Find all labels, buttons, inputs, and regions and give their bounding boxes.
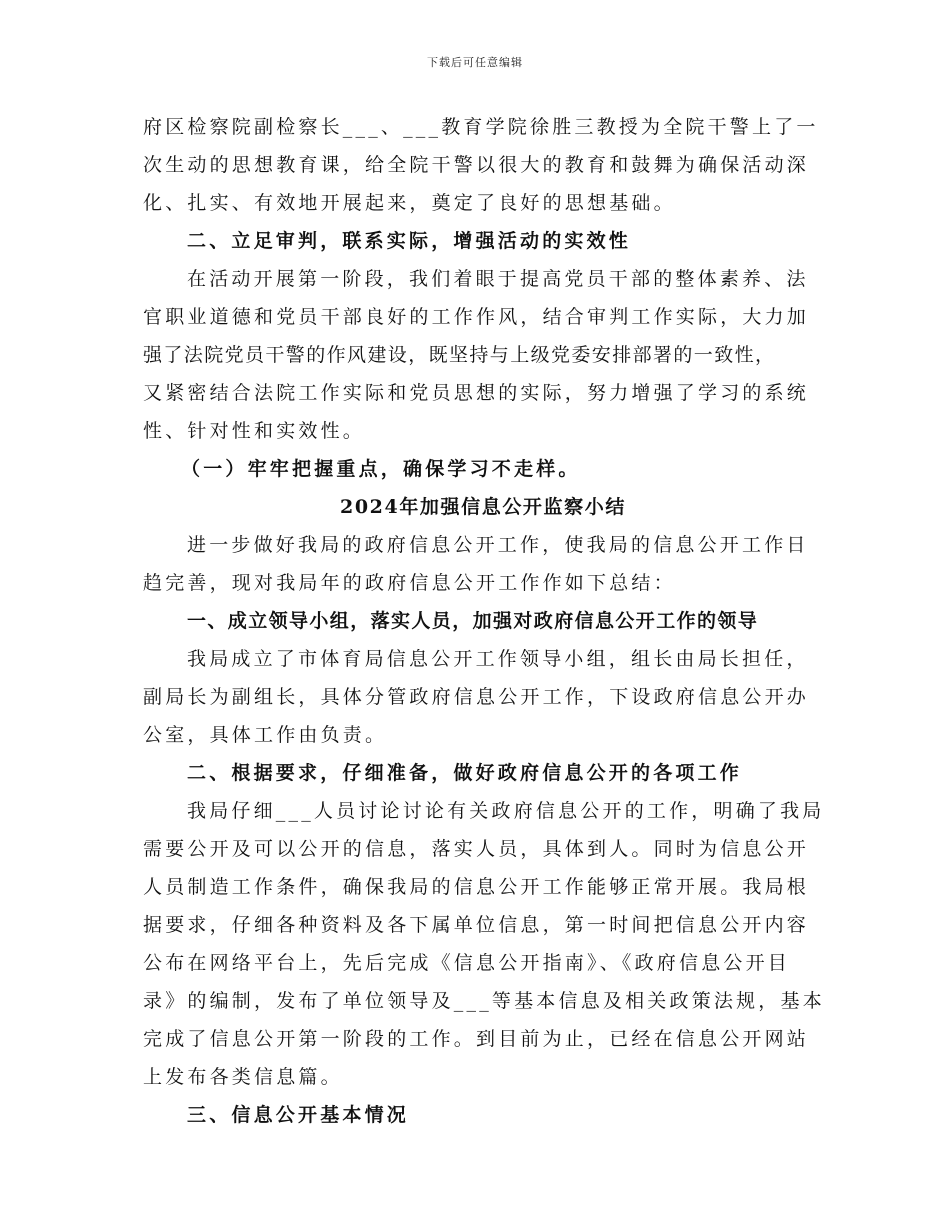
paragraph-line: 府区检察院副检察长___、___教育学院徐胜三教授为全院干警上了一 [143,116,819,138]
paragraph-line: 需要公开及可以公开的信息，落实人员，具体到人。同时为信息公开 [143,838,810,860]
paragraph-line: 公室，具体工作由负责。 [143,724,388,746]
document-title: 2024年加强信息公开监察小结 [340,496,626,518]
paragraph-line: 完成了信息公开第一阶段的工作。到目前为止，已经在信息公开网站 [143,1028,810,1050]
paragraph-line: 又紧密结合法院工作实际和党员思想的实际，努力增强了学习的系统 [143,382,810,404]
paragraph-line: 在活动开展第一阶段，我们着眼于提高党员干部的整体素养、法 [187,268,809,290]
paragraph-line: 强了法院党员干警的作风建设，既坚持与上级党委安排部署的一致性， [143,344,776,366]
paragraph-line: 趋完善，现对我局年的政府信息公开工作作如下总结： [143,572,676,594]
paragraph-line: 我局仔细___人员讨论讨论有关政府信息公开的工作，明确了我局 [187,800,825,822]
paragraph-line: 次生动的思想教育课，给全院干警以很大的教育和鼓舞为确保活动深 [143,154,810,176]
paragraph-line: 公布在网络平台上，先后完成《信息公开指南》、《政府信息公开目 [143,952,791,974]
paragraph-line: 录》的编制，发布了单位领导及___等基本信息及相关政策法规，基本 [143,990,825,1012]
paragraph-line: 进一步做好我局的政府信息公开工作，使我局的信息公开工作日 [187,534,809,556]
paragraph-line: 官职业道德和党员干部良好的工作作风，结合审判工作实际，大力加 [143,306,810,328]
section-heading: 二、立足审判，联系实际，增强活动的实效性 [187,230,632,252]
paragraph-line: 副局长为副组长，具体分管政府信息公开工作，下设政府信息公开办 [143,686,810,708]
paragraph-line: 人员制造工作条件，确保我局的信息公开工作能够正常开展。我局根 [143,876,810,898]
paragraph-line: 据要求，仔细各种资料及各下属单位信息，第一时间把信息公开内容 [143,914,810,936]
page-header-note: 下载后可任意编辑 [427,56,523,69]
document-body [143,108,823,1134]
subsection-heading: （一）牢牢把握重点，确保学习不走样。 [181,458,581,480]
paragraph-line: 我局成立了市体育局信息公开工作领导小组，组长由局长担任， [187,648,809,670]
paragraph-line: 化、扎实、有效地开展起来，奠定了良好的思想基础。 [143,192,676,214]
section-heading: 一、成立领导小组，落实人员，加强对政府信息公开工作的领导 [187,610,759,632]
section-heading: 二、根据要求，仔细准备，做好政府信息公开的各项工作 [187,762,743,784]
paragraph-line: 性、针对性和实效性。 [143,420,366,442]
section-heading: 三、信息公开基本情况 [187,1104,410,1126]
paragraph-line: 上发布各类信息篇。 [143,1066,343,1088]
